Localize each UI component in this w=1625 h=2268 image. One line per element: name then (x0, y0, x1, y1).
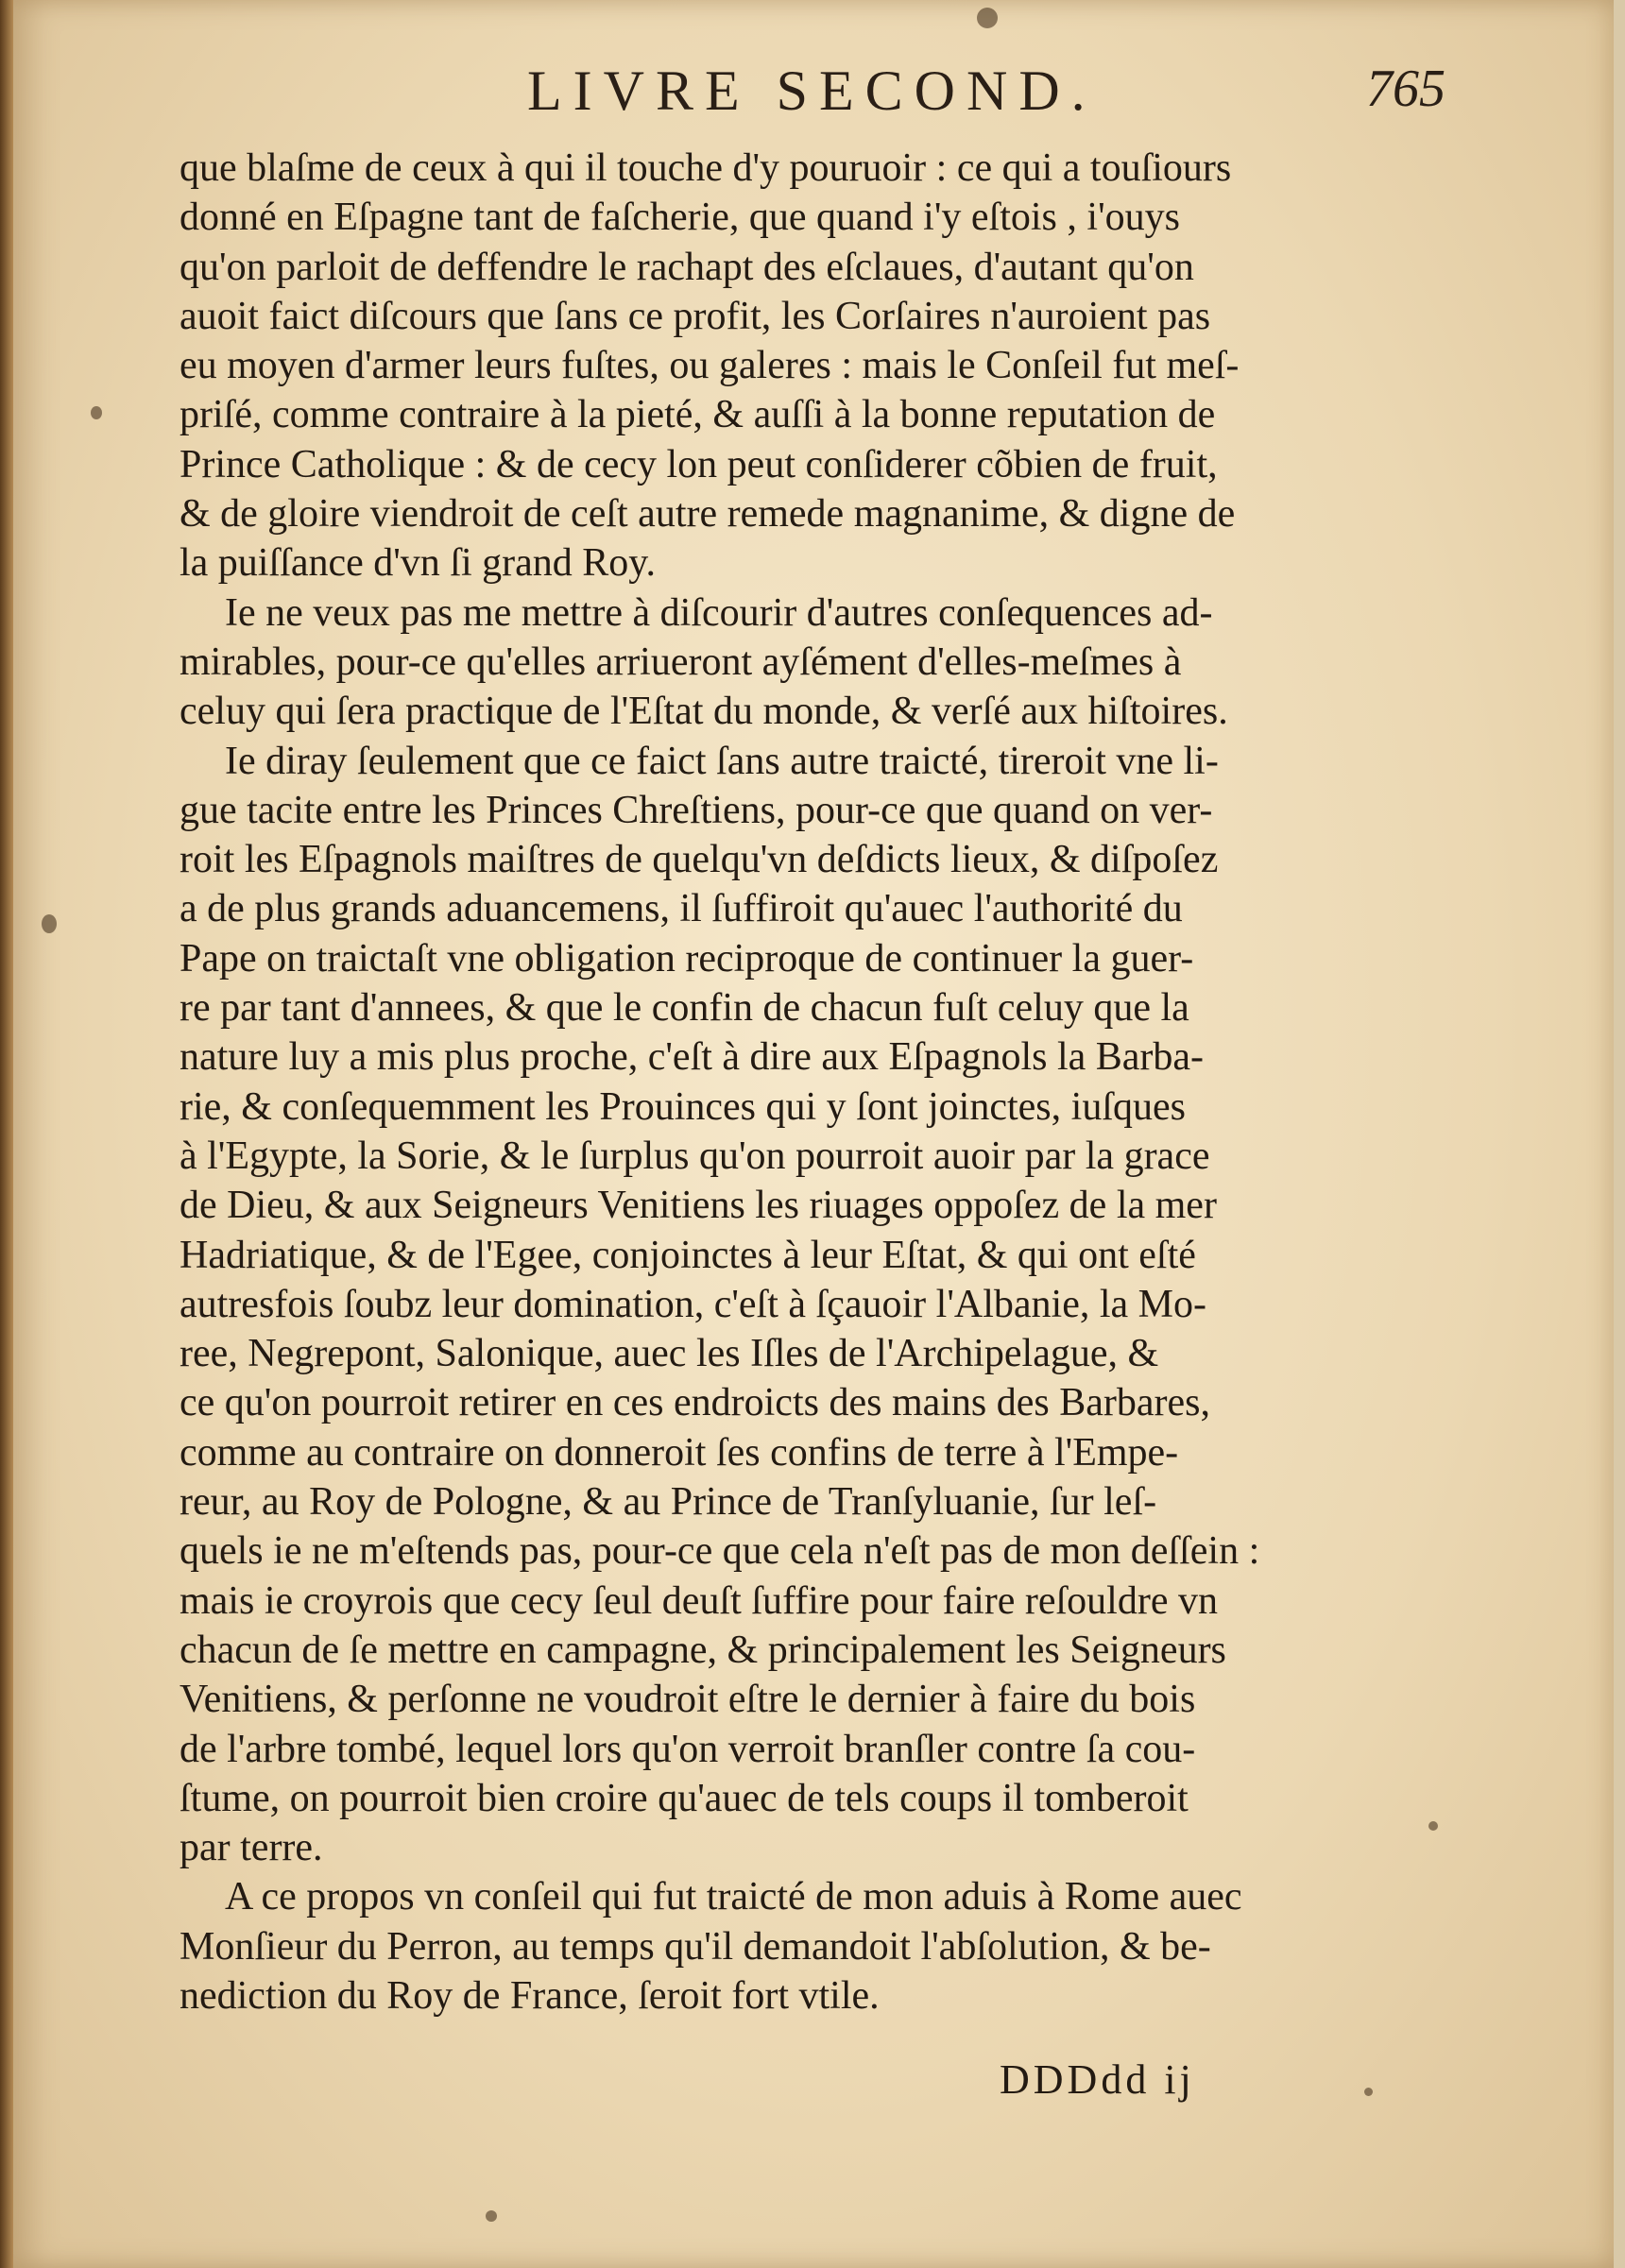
ink-stain (1428, 1821, 1438, 1831)
text-line: qu'on parloit de deffendre le rachapt des eſclaues, d'autant qu'on (180, 245, 1194, 289)
text-line: nediction du Roy de France, ſeroit fort vtile. (180, 1973, 880, 2018)
text-line: Pape on traictaſt vne obligation reciproque de continuer la guer- (180, 936, 1194, 981)
ink-stain (486, 2210, 497, 2222)
text-line: Venitiens, & perſonne ne voudroit eſtre le dernier à faire du bois (180, 1678, 1196, 1722)
text-line: de Dieu, & aux Seigneurs Venitiens les riuages oppoſez de la mer (180, 1184, 1217, 1228)
text-line: nature luy a mis plus proche, c'eſt à dire aux Eſpagnols la Barba- (180, 1035, 1205, 1080)
text-line: par terre. (180, 1826, 323, 1870)
text-line: Hadriatique, & de l'Egee, conjoinctes à leur Eſtat, & qui ont eſté (180, 1233, 1196, 1277)
text-line: à l'Egypte, la Sorie, & le ſurplus qu'on pourroit auoir par la grace (180, 1134, 1210, 1178)
text-line: a de plus grands aduancemens, il ſuffiroit qu'auec l'authorité du (180, 887, 1183, 931)
text-line: auoit faict diſcours que ſans ce profit, les Corſaires n'auroient pas (180, 294, 1211, 338)
text-line: ce qu'on pourroit retirer en ces endroicts des mains des Barbares, (180, 1381, 1211, 1425)
text-line: Prince Catholique : & de cecy lon peut conſiderer cõbien de fruit, (180, 442, 1218, 486)
page-header (170, 59, 1445, 134)
text-line: eu moyen d'armer leurs fuſtes, ou galeres : mais le Conſeil fut meſ- (180, 344, 1240, 388)
text-line: mirables, pour-ce qu'elles arriueront ayſément d'elles-meſmes à (180, 639, 1182, 684)
text-line: ſtume, on pourroit bien croire qu'auec de tels coups il tomberoit (180, 1776, 1189, 1820)
ink-stain (42, 914, 57, 933)
text-line: gue tacite entre les Princes Chreſtiens, pour-ce que quand on ver- (180, 788, 1213, 832)
text-line: celuy qui ſera practique de l'Eſtat du monde, & verſé aux hiſtoires. (180, 690, 1228, 734)
page-number: 765 (1366, 60, 1445, 118)
text-line: quels ie ne m'eſtends pas, pour-ce que cela n'eſt pas de mon deſſein : (180, 1529, 1260, 1574)
text-line: priſé, comme contraire à la pieté, & auſſi à la bonne reputation de (180, 393, 1216, 437)
text-line: de l'arbre tombé, lequel lors qu'on verroit branſler contre ſa cou- (180, 1727, 1196, 1771)
gathering-signature: DDDdd ij (1000, 2056, 1195, 2103)
book-gutter (0, 0, 13, 2268)
text-line: comme au contraire on donneroit ſes confins de terre à l'Empe- (180, 1430, 1179, 1475)
paragraph-start: Ie ne veux pas me mettre à diſcourir d'autres conſequences ad- (225, 590, 1213, 635)
text-line: mais ie croyrois que cecy ſeul deuſt ſuffire pour faire reſouldre vn (180, 1578, 1218, 1623)
text-line: chacun de ſe mettre en campagne, & principalement les Seigneurs (180, 1628, 1226, 1672)
text-line: rie, & conſequemment les Prouinces qui y ſont joinctes, iuſques (180, 1084, 1186, 1129)
text-line: re par tant d'annees, & que le confin de chacun fuſt celuy que la (180, 986, 1189, 1031)
text-line: que blaſme de ceux à qui il touche d'y pouruoir : ce qui a touſiours (180, 146, 1232, 190)
text-line: la puiſſance d'vn ſi grand Roy. (180, 541, 657, 586)
ink-stain (91, 406, 102, 419)
body-text (180, 144, 1427, 2021)
text-line: & de gloire viendroit de ceſt autre remede magnanime, & digne de (180, 492, 1236, 537)
text-line: autresfois ſoubz leur domination, c'eſt à ſçauoir l'Albanie, la Mo- (180, 1282, 1206, 1326)
paragraph-start: Ie diray ſeulement que ce faict ſans autre traicté, tireroit vne li- (225, 739, 1219, 783)
text-line: ree, Negrepont, Salonique, auec les Iſles de l'Archipelague, & (180, 1332, 1159, 1376)
text-line: Monſieur du Perron, au temps qu'il demandoit l'abſolution, & be- (180, 1924, 1211, 1969)
ink-stain (977, 8, 998, 28)
running-title: LIVRE SECOND. (527, 60, 1097, 122)
text-line: reur, au Roy de Pologne, & au Prince de Tranſyluanie, ſur leſ- (180, 1480, 1157, 1525)
ink-stain (1364, 2088, 1373, 2096)
text-line: donné en Eſpagne tant de faſcherie, que quand i'y eſtois , i'ouys (180, 196, 1180, 240)
text-line: roit les Eſpagnols maiſtres de quelqu'vn deſdicts lieux, & diſpoſez (180, 838, 1219, 882)
paragraph-start: A ce propos vn conſeil qui fut traicté de mon aduis à Rome auec (225, 1875, 1242, 1919)
